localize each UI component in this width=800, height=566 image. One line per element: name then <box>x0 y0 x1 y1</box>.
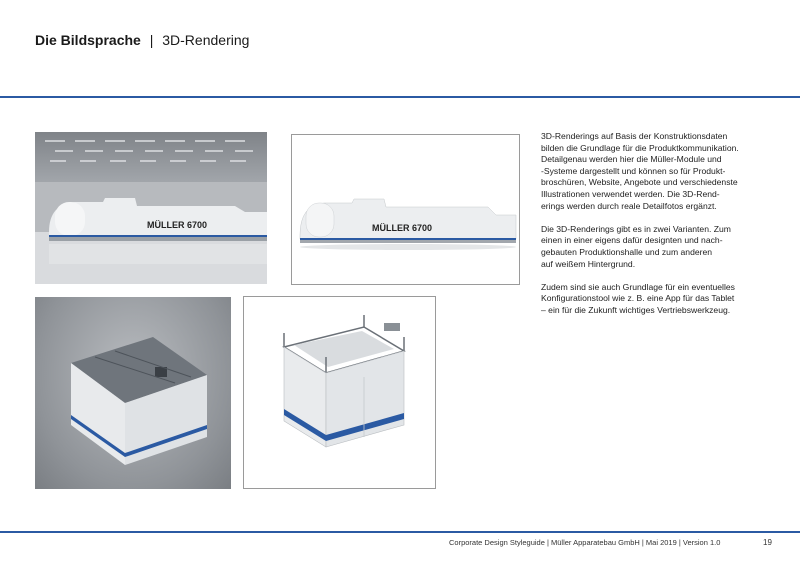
page-number: 19 <box>763 538 772 547</box>
page-header <box>35 32 249 48</box>
body-text <box>541 131 769 328</box>
hall-brand-label: MÜLLER 6700 <box>147 220 208 230</box>
white-render-image <box>291 134 520 285</box>
hall-render-image <box>35 132 267 284</box>
white-brand-label: MÜLLER 6700 <box>372 223 433 233</box>
paragraph-2: Die 3D-Renderings gibt es in zwei Varianten. Zum einen in einer eigens dafür designten und nach- gebauten Produktionshalle und zum anderen auf weißem Hintergrund. <box>541 223 731 269</box>
module-render-image <box>35 297 231 489</box>
page-title: Die Bildsprache <box>35 32 141 48</box>
page-subtitle: 3D-Rendering <box>162 32 250 48</box>
footer-divider <box>0 531 800 533</box>
title-separator: | <box>149 32 154 48</box>
paragraph-1: 3D-Renderings auf Basis der Konstruktionsdaten bilden die Grundlage für die Produktkommunikation. Detailgenau werden hier die Müller-Module und -Systeme dargestellt und können so für Produkt- broschüren, Website, Angebote und verschiedenste Illustrationen verwendet werden. Die 3D-Rend- erings werden durch reale Detailfotos ergänzt. <box>541 131 739 211</box>
footer-text: Corporate Design Styleguide | Müller Apparatebau GmbH | Mai 2019 | Version 1.0 <box>449 538 721 547</box>
frame-render-image <box>243 296 436 489</box>
paragraph-3: Zudem sind sie auch Grundlage für ein eventuelles Konfigurationstool wie z. B. eine App für das Tablet – ein für die Zukunft wichtiges Vertriebswerkzeug. <box>541 281 735 315</box>
header-divider <box>0 96 800 98</box>
